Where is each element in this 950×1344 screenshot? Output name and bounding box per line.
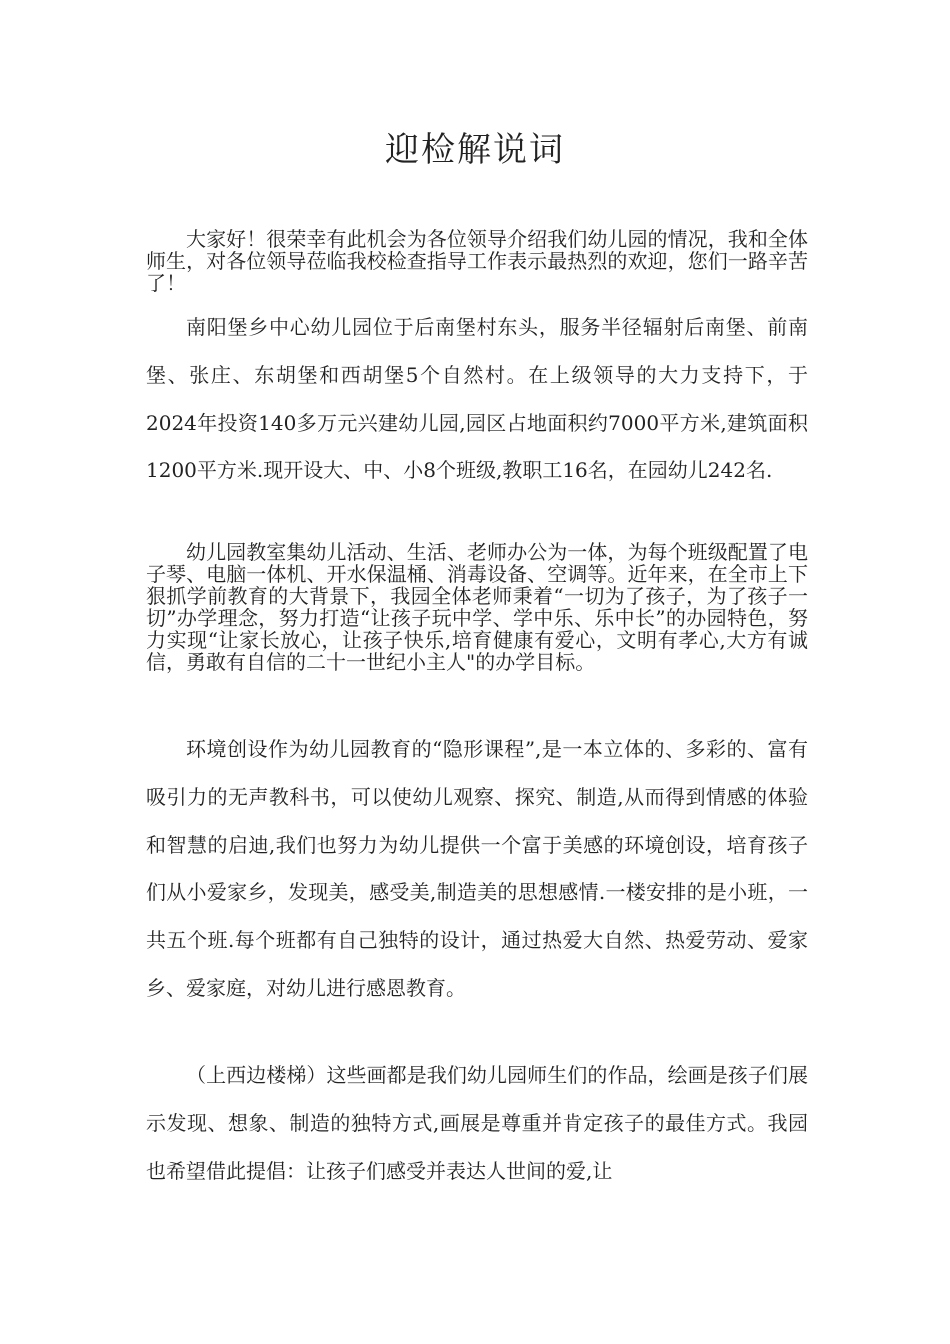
paragraph-environment-creation: 环境创设作为幼儿园教育的“隐形课程”,是一本立体的、多彩的、富有吸引力的无声教科书，可以使幼儿观察、探究、制造,从而得到情感的体验和智慧的启迪,我们也努力为幼儿提供一个富于美感的环境创设，培育孩子们从小爱家乡，发现美，感受美,制造美的思想感情.一楼安排的是小班，一共五个班.每个班都有自己独特的设计，通过热爱大自然、热爱劳动、爱家乡、爱家庭，对幼儿进行感恩教育。 (146, 737, 808, 1000)
paragraph-kindergarten-overview: 南阳堡乡中心幼儿园位于后南堡村东头，服务半径辐射后南堡、前南堡、张庄、东胡堡和西胡堡5个自然村。在上级领导的大力支持下，于2024年投资140多万元兴建幼儿园,园区占地面积约7000平方米,建筑面积1200平方米.现开设大、中、小8个班级,教职工16名，在园幼儿242名. (146, 315, 808, 483)
paragraph-greeting: 大家好！很荣幸有此机会为各位领导介绍我们幼儿园的情况，我和全体师生，对各位领导莅临我校检查指导工作表示最热烈的欢迎，您们一路辛苦了！ (146, 227, 808, 295)
document-title: 迎检解说词 (385, 130, 565, 170)
paragraph-classroom-facilities: 幼儿园教室集幼儿活动、生活、老师办公为一体，为每个班级配置了电子琴、电脑一体机、开水保温桶、消毒设备、空调等。近年来，在全市上下狠抓学前教育的大背景下，我园全体老师秉着“一切为了孩子，为了孩子一切”办学理念，努力打造“让孩子玩中学、学中乐、乐中长”的办园特色，努力实现“让家长放心，让孩子快乐,培育健康有爱心，文明有孝心,大方有诚信，勇敢有自信的二十一世纪小主人"的办学目标。 (146, 540, 808, 674)
paragraph-staircase-artwork: （上西边楼梯）这些画都是我们幼儿园师生们的作品，绘画是孩子们展示发现、想象、制造的独特方式,画展是尊重并肯定孩子的最佳方式。我园也希望借此提倡：让孩子们感受并表达人世间的爱,让 (146, 1063, 808, 1183)
